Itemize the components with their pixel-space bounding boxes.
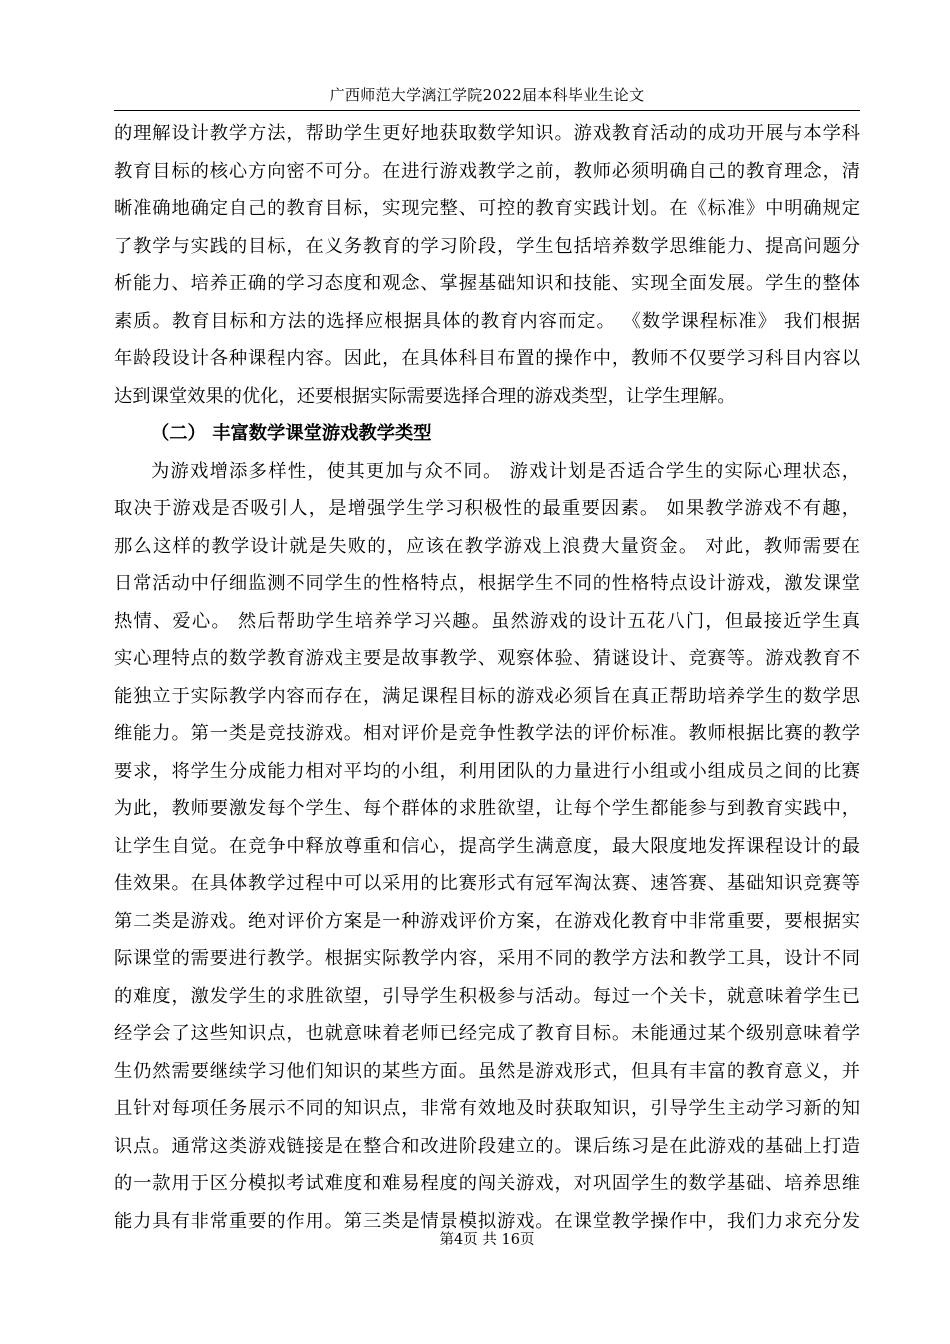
text-line: 的理解设计教学方法，帮助学生更好地获取数学知识。游戏教育活动的成功开展与本学科 <box>114 123 860 144</box>
text-line: 析能力、培养正确的学习态度和观念、掌握基础知识和技能、实现全面发展。学生的整体 <box>114 273 860 294</box>
text-line: 那么这样的教学设计就是失败的，应该在教学游戏上浪费大量资金。 对此，教师需要在 <box>114 535 860 557</box>
text-line: 热情、爱心。 然后帮助学生培养学习兴趣。虽然游戏的设计五花八门，但最接近学生真 <box>114 610 860 632</box>
text-line: 维能力。第一类是竞技游戏。相对评价是竞争性教学法的评价标准。教师根据比赛的教学 <box>114 723 860 744</box>
text-line: 取决于游戏是否吸引人，是增强学生学习积极性的最重要因素。 如果教学游戏不有趣， <box>114 498 860 519</box>
text-line: 年龄段设计各种课程内容。因此，在具体科目布置的操作中，教师不仅要学习科目内容以 <box>114 348 860 369</box>
page-body <box>114 115 860 1240</box>
text-line: 达到课堂效果的优化，还要根据实际需要选择合理的游戏类型，让学生理解。 <box>114 385 736 407</box>
text-line: 第二类是游戏。绝对评价方案是一种游戏评价方案，在游戏化教育中非常重要，要根据实 <box>114 910 860 932</box>
text-line: 能力具有非常重要的作用。第三类是情景模拟游戏。在课堂教学操作中，我们力求充分发 <box>114 1210 860 1232</box>
text-line: 为此，教师要激发每个学生、每个群体的求胜欲望，让每个学生都能参与到教育实践中， <box>114 798 860 819</box>
text-line: 了教学与实践的目标，在义务教育的学习阶段，学生包括培养数学思维能力、提高问题分 <box>114 235 860 257</box>
text-line: 生仍然需要继续学习他们知识的某些方面。虽然是游戏形式，但具有丰富的教育意义，并 <box>114 1060 860 1082</box>
text-line: 实心理特点的数学教育游戏主要是故事教学、观察体验、猜谜设计、竞赛等。游戏教育不 <box>114 648 860 669</box>
text-line: 素质。教育目标和方法的选择应根据具体的教育内容而定。 《数学课程标准》 我们根据 <box>114 310 860 332</box>
text-line: 要求，将学生分成能力相对平均的小组，利用团队的力量进行小组或小组成员之间的比赛 <box>114 760 860 782</box>
text-line: 经学会了这些知识点，也就意味着老师已经完成了教育目标。未能通过某个级别意味着学 <box>114 1023 860 1044</box>
text-line: 让学生自觉。在竞争中释放尊重和信心，提高学生满意度，最大限度地发挥课程设计的最 <box>114 835 860 857</box>
text-line: 教育目标的核心方向密不可分。在进行游戏教学之前，教师必须明确自己的教育理念，清 <box>114 160 860 182</box>
text-line: 识点。通常这类游戏链接是在整合和改进阶段建立的。课后练习是在此游戏的基础上打造 <box>114 1135 860 1157</box>
text-line: 且针对每项任务展示不同的知识点，非常有效地及时获取知识，引导学生主动学习新的知 <box>114 1098 860 1119</box>
text-line: 日常活动中仔细监测不同学生的性格特点，根据学生不同的性格特点设计游戏，激发课堂 <box>114 573 860 594</box>
text-line: 为游戏增添多样性，使其更加与众不同。 游戏计划是否适合学生的实际心理状态， <box>151 460 860 482</box>
text-line: 能独立于实际教学内容而存在，满足课程目标的游戏必须旨在真正帮助培养学生的数学思 <box>114 685 860 707</box>
running-header: 广西师范大学漓江学院2022届本科毕业生论文 <box>329 86 645 104</box>
header-rule <box>114 110 860 111</box>
text-line: 的难度，激发学生的求胜欲望，引导学生积极参与活动。每过一个关卡，就意味着学生已 <box>114 985 860 1007</box>
section-heading: （二） 丰富数学课堂游戏教学类型 <box>151 423 432 444</box>
text-line: 晰准确地确定自己的教育目标，实现完整、可控的教育实践计划。在《标准》中明确规定 <box>114 198 860 219</box>
text-line: 际课堂的需要进行教学。根据实际教学内容，采用不同的教学方法和教学工具，设计不同 <box>114 948 860 969</box>
page-number-footer: 第4页 共 16页 <box>439 1232 535 1248</box>
text-line: 佳效果。在具体教学过程中可以采用的比赛形式有冠军淘汰赛、速答赛、基础知识竞赛等 <box>114 873 860 894</box>
text-line: 的一款用于区分模拟考试难度和难易程度的闯关游戏，对巩固学生的数学基础、培养思维 <box>114 1173 860 1194</box>
